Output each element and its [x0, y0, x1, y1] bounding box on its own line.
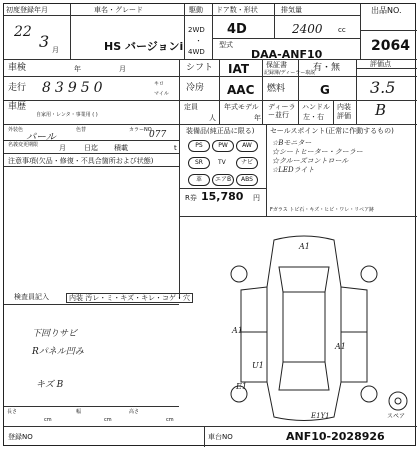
car-body-outline	[267, 236, 341, 421]
rule	[4, 166, 179, 167]
name-change-month: 月	[59, 144, 66, 152]
sales-point-2: ☆シートヒーター・クーラー	[272, 148, 363, 156]
sales-points-label: セールスポイント(正常に作動するもの)	[270, 127, 394, 135]
equipment-title: 装備品(純正品に限る)	[186, 127, 255, 135]
rule	[184, 4, 185, 59]
equip-aw: AW	[236, 140, 258, 152]
rule	[204, 426, 205, 447]
ac-value: AAC	[227, 83, 255, 97]
rule	[4, 426, 417, 427]
sales-point-1: ☆Bモニター	[272, 139, 312, 147]
reg-month-value: 3	[39, 32, 50, 51]
equip-sr: SR	[188, 157, 210, 169]
rule	[360, 30, 417, 31]
mileage-value: 83950	[42, 80, 107, 96]
inspection-month: 月	[119, 65, 126, 73]
width-unit: cm	[104, 417, 112, 423]
height-unit: cm	[166, 417, 174, 423]
rule	[70, 4, 71, 59]
equip-ps: PS	[188, 140, 210, 152]
drive-2wd: 2WD	[188, 26, 205, 34]
doors-shape-label: ドア数・形状	[216, 6, 258, 14]
displacement-value: 2400	[292, 22, 323, 36]
name-grade-label: 車名・グレード	[94, 6, 143, 14]
equip-leather: 革	[188, 174, 210, 186]
inspection-year: 年	[74, 65, 81, 73]
drive-separator: ・	[195, 37, 202, 45]
diagram-mark-e1: E1	[236, 382, 247, 391]
rule	[4, 406, 179, 407]
yen-unit: 円	[253, 194, 260, 202]
notes-label: 注意事項(欠品・修復・不具合箇所および状態)	[8, 157, 154, 165]
rule	[360, 4, 361, 59]
listing-no-label: 出品NO.	[371, 6, 402, 15]
rule	[266, 124, 267, 216]
rule	[212, 38, 360, 39]
car-diagram	[229, 232, 379, 427]
recycle-label: R券	[185, 194, 197, 202]
rule	[356, 68, 417, 69]
ton-unit: t	[174, 144, 177, 152]
spare-tire-icon	[387, 390, 409, 412]
diagram-mark-u1: U1	[252, 361, 264, 370]
wheel-front-left	[231, 266, 247, 282]
rule	[179, 59, 180, 299]
exterior-color-label: 外装色	[8, 127, 24, 133]
rule	[4, 153, 179, 154]
auction-sheet	[3, 3, 416, 446]
model-value: DAA-ANF10	[251, 48, 323, 61]
rule	[219, 59, 220, 124]
dealer-label: ディーラー並行	[268, 103, 296, 119]
color-no-value: 077	[149, 130, 167, 140]
name-change-label: 名義変更期限	[8, 142, 39, 148]
equip-tv: TV	[218, 159, 226, 166]
rule	[4, 124, 417, 125]
windshield	[279, 267, 329, 292]
sales-point-4: ☆LEDライト	[272, 166, 315, 174]
car-name: HS バージョンi	[104, 40, 184, 53]
sales-point-3: ☆クルーズコントロール	[272, 157, 349, 165]
wheel-rear-right	[361, 386, 377, 402]
rule	[212, 4, 213, 59]
mile-unit: マイル	[154, 91, 169, 97]
month-unit: 月	[52, 46, 59, 54]
color-no-label: カラーNO	[129, 127, 152, 133]
roof	[283, 292, 325, 362]
length-unit: cm	[44, 417, 52, 423]
glass-damage-bar: Fガラス トビ石・キズ・ヒビ・ワレ・リペア跡	[270, 207, 375, 213]
height-label: 高さ	[129, 409, 140, 415]
model-year-label: 年式モデル	[224, 103, 259, 111]
model-year-unit: 年	[254, 114, 261, 122]
inspector-options: 内装 汚レ・ミ・キズ・キレ・コゲ・穴	[66, 293, 193, 303]
model-label: 型式	[219, 41, 233, 49]
capacity-unit: 人	[209, 114, 216, 122]
reg-year-value: 22	[14, 24, 32, 40]
rule	[4, 15, 360, 16]
fuel-label: 燃料	[267, 84, 286, 94]
km-unit: キロ	[154, 81, 165, 87]
shift-value: IAT	[228, 62, 250, 76]
fuel-value: G	[320, 83, 330, 97]
spare-label: スペア	[387, 413, 406, 420]
chassis-label: 車台NO	[208, 433, 233, 441]
equip-navi: ナビ	[236, 157, 258, 169]
shift-label: シフト	[186, 63, 214, 73]
name-change-day: 日迄	[84, 144, 98, 152]
exterior-color-value: パール	[26, 132, 56, 143]
history-options: 自家用・レンタ・事業用 ( )	[36, 112, 98, 118]
rule	[179, 188, 266, 189]
warranty-label: 保証書	[266, 61, 287, 69]
warranty-sub: 記録簿/ディーラー取説	[264, 70, 316, 76]
reg-year-label: 初度登録年月	[6, 6, 48, 14]
rule	[274, 4, 275, 38]
inspector-note-3: キズ B	[36, 380, 64, 390]
displacement-label: 排気量	[281, 6, 302, 14]
inspector-label: 検査員記入	[14, 293, 49, 301]
rear-window	[279, 362, 329, 390]
history-label: 車歴	[8, 102, 27, 112]
equip-pw: PW	[212, 140, 234, 152]
equip-airbag: エアB	[212, 174, 234, 186]
handle-value: 左・右	[303, 113, 324, 121]
inspection-label: 車検	[8, 63, 27, 73]
loading-label: 積載	[114, 144, 128, 152]
wheel-front-right	[361, 266, 377, 282]
width-label: 幅	[76, 409, 82, 415]
score-label: 評価点	[370, 60, 391, 68]
rule	[4, 304, 179, 305]
rule	[179, 216, 417, 217]
diagram-mark-rear: E1Y1	[311, 412, 330, 420]
equip-abs: ABS	[236, 174, 258, 186]
capacity-label: 定員	[184, 103, 198, 111]
listing-no: 2064	[371, 38, 410, 54]
drive-label: 駆動	[189, 6, 203, 14]
score-value: 3.5	[370, 78, 396, 97]
rule	[333, 100, 334, 124]
rule	[298, 59, 299, 124]
diagram-mark-left: A1	[232, 326, 243, 335]
right-side	[341, 287, 367, 382]
length-label: 長さ	[7, 409, 18, 415]
chassis-value: ANF10-2028926	[286, 430, 385, 443]
drive-4wd: 4WD	[188, 48, 205, 56]
interior-value: B	[375, 101, 387, 119]
handle-label: ハンドル	[302, 103, 330, 111]
diagram-mark-right: A1	[335, 342, 346, 351]
mileage-label: 走行	[8, 83, 27, 93]
recycle-value: 15,780	[201, 190, 244, 203]
interior-label: 内装評価	[337, 103, 351, 120]
warranty-value: 有・無	[313, 63, 341, 73]
rule	[262, 59, 263, 124]
diagram-mark-front: A1	[299, 242, 310, 251]
ac-label: 冷房	[186, 83, 205, 93]
cc-unit: cc	[338, 26, 346, 34]
color-change-label: 色替	[76, 127, 87, 133]
inspector-note-1: 下回りサビ	[32, 329, 78, 339]
doors-value: 4D	[227, 22, 247, 37]
inspector-note-2: Rパネル凹み	[32, 347, 84, 357]
reg-no-label: 登録NO	[8, 433, 33, 441]
